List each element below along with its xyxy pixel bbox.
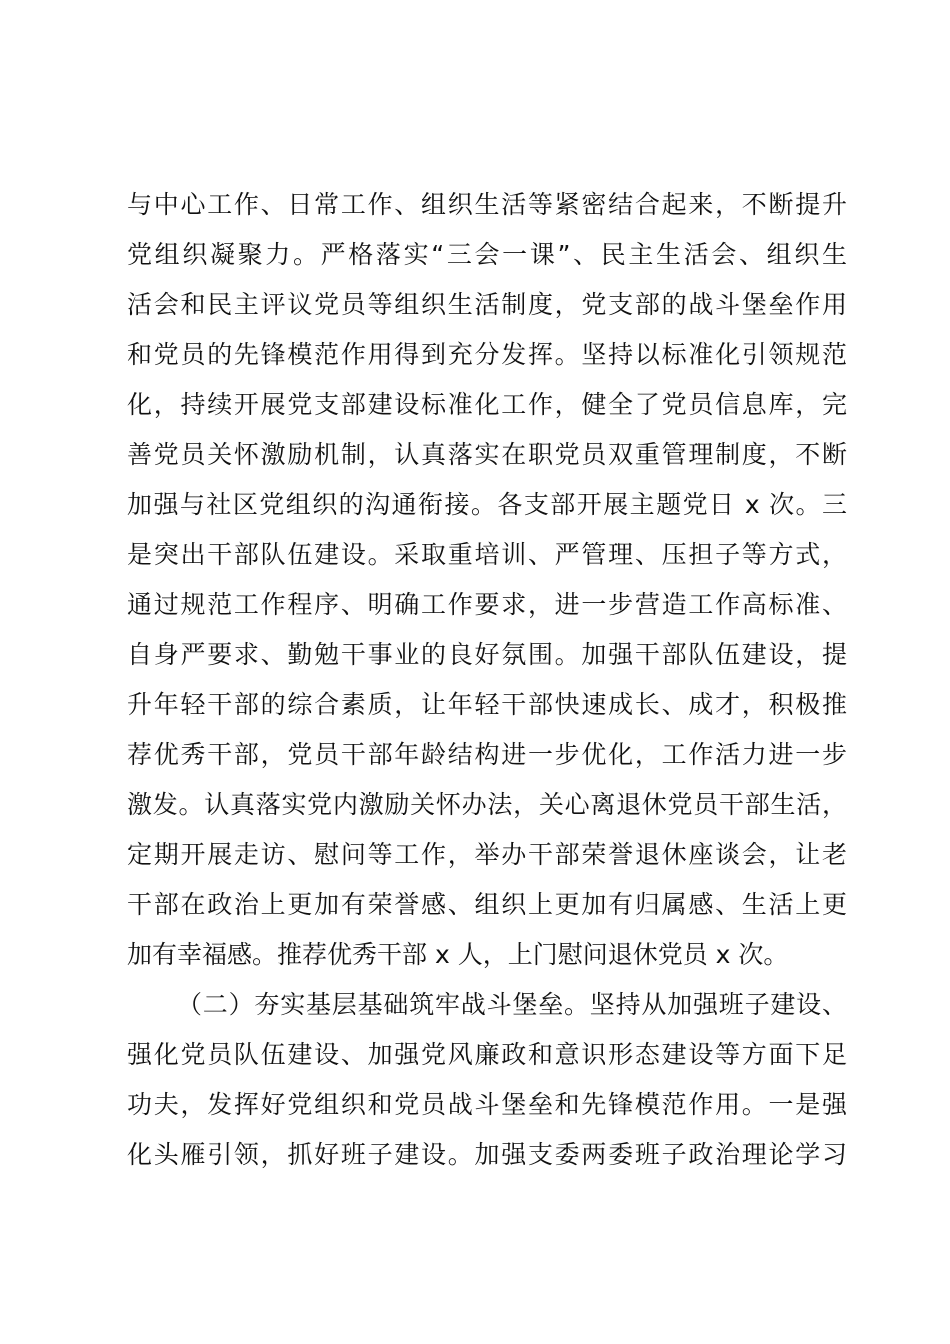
text-line-10: 自身严要求、勤勉干事业的良好氛围。加强干部队伍建设，提	[127, 640, 847, 669]
text-line-15: 干部在政治上更加有荣誉感、组织上更加有归属感、生活上更	[127, 890, 847, 919]
body-text	[127, 180, 847, 1180]
text-line-2: 党组织凝聚力。严格落实“三会一课”、民主生活会、组织生	[127, 240, 847, 269]
text-line-5: 化，持续开展党支部建设标准化工作，健全了党员信息库，完	[127, 390, 847, 419]
text-line-1: 与中心工作、日常工作、组织生活等紧密结合起来，不断提升	[127, 190, 847, 219]
text-line-13: 激发。认真落实党内激励关怀办法，关心离退休党员干部生活，	[127, 790, 847, 819]
text-line-18: 强化党员队伍建设、加强党风廉政和意识形态建设等方面下足	[127, 1040, 847, 1069]
section-heading-line: （二）夯实基层基础筑牢战斗堡垒。坚持从加强班子建设、	[177, 990, 847, 1019]
text-line-12: 荐优秀干部，党员干部年龄结构进一步优化，工作活力进一步	[127, 740, 847, 769]
text-line-14: 定期开展走访、慰问等工作，举办干部荣誉退休座谈会，让老	[127, 840, 847, 869]
text-line-7: 加强与社区党组织的沟通衔接。各支部开展主题党日 x 次。三	[127, 490, 847, 519]
text-line-20: 化头雁引领，抓好班子建设。加强支委两委班子政治理论学习	[127, 1140, 847, 1169]
text-line-9: 通过规范工作程序、明确工作要求，进一步营造工作高标准、	[127, 590, 847, 619]
text-line-16: 加有幸福感。推荐优秀干部 x 人，上门慰问退休党员 x 次。	[127, 940, 789, 969]
text-line-4: 和党员的先锋模范作用得到充分发挥。坚持以标准化引领规范	[127, 340, 847, 369]
text-line-8: 是突出干部队伍建设。采取重培训、严管理、压担子等方式，	[127, 540, 847, 569]
text-line-6: 善党员关怀激励机制，认真落实在职党员双重管理制度，不断	[127, 440, 847, 469]
text-line-11: 升年轻干部的综合素质，让年轻干部快速成长、成才，积极推	[127, 690, 847, 719]
text-line-19: 功夫，发挥好党组织和党员战斗堡垒和先锋模范作用。一是强	[127, 1090, 847, 1119]
text-line-3: 活会和民主评议党员等组织生活制度，党支部的战斗堡垒作用	[127, 290, 847, 319]
